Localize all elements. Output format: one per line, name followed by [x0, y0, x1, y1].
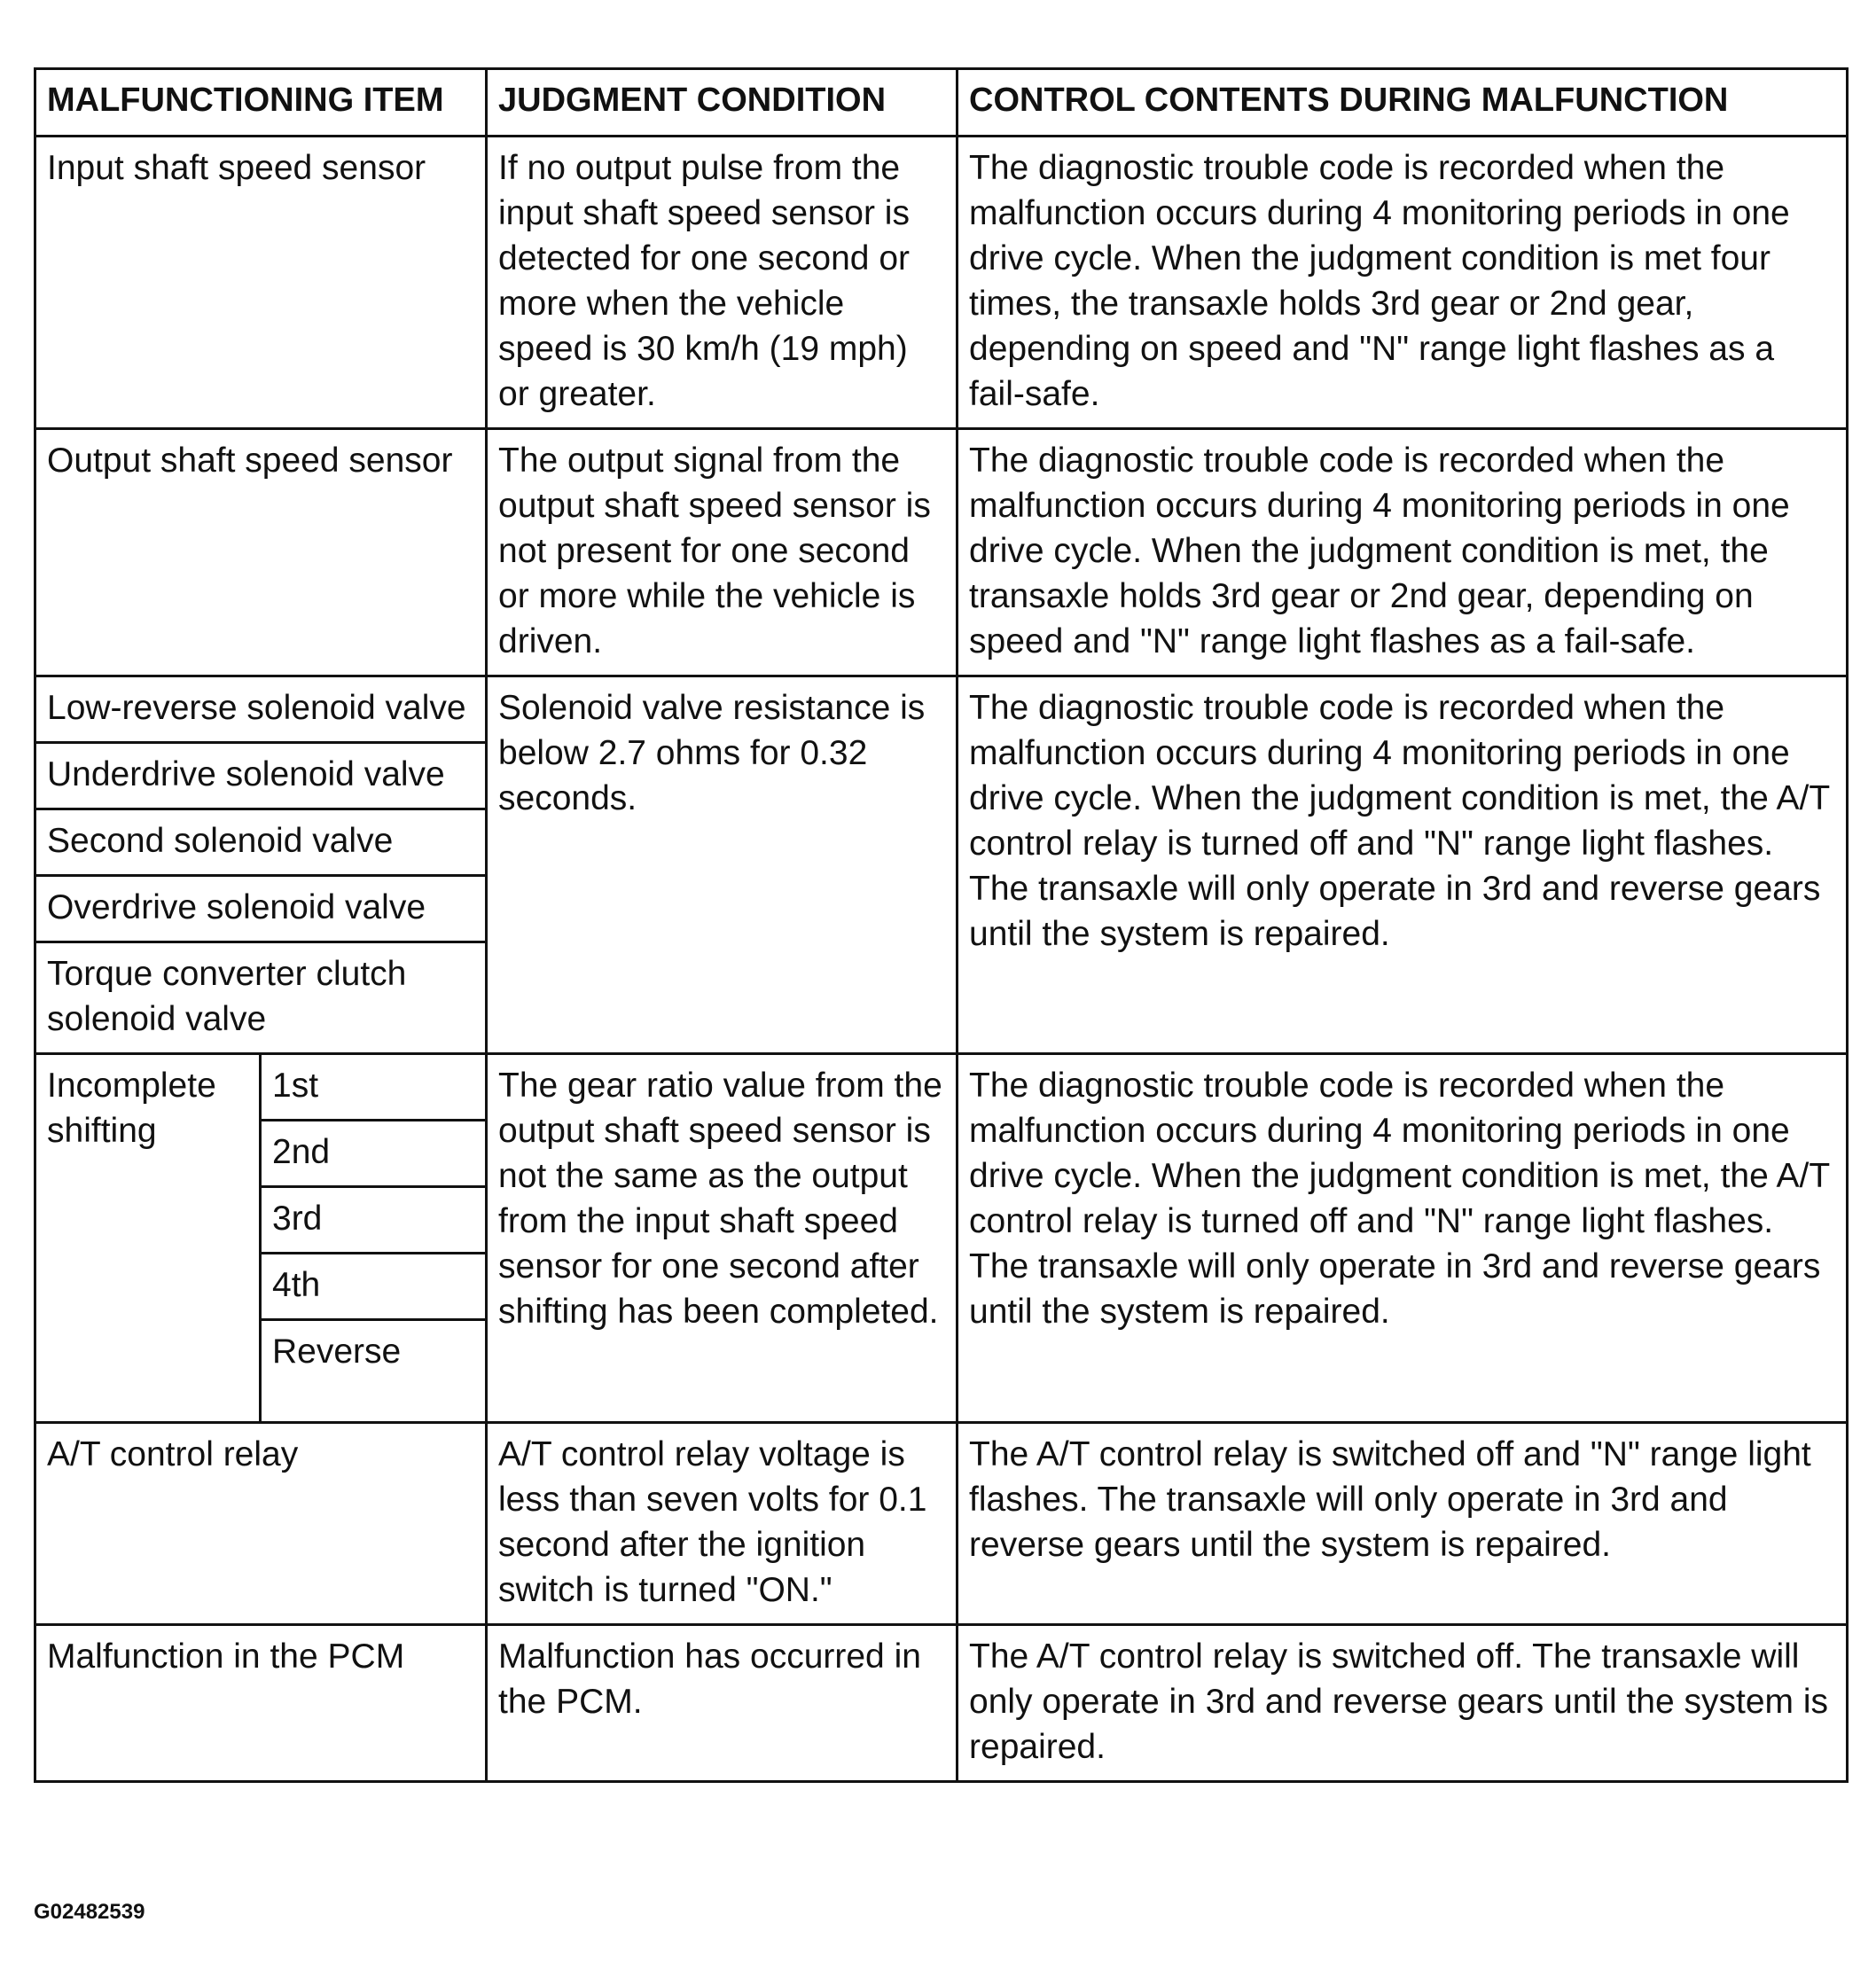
table-row [35, 1054, 1848, 1121]
judgment-cell: The gear ratio value from the output shaft speed sensor is not the same as the output from the input shaft speed sensor for one second after shifting has been completed. [487, 1054, 958, 1423]
item-cell: Torque converter clutch solenoid valve [35, 942, 487, 1054]
header-malfunctioning-item: MALFUNCTIONING ITEM [35, 69, 487, 137]
header-control-contents: CONTROL CONTENTS DURING MALFUNCTION [958, 69, 1848, 137]
item-cell: Input shaft speed sensor [35, 137, 487, 429]
control-cell: The A/T control relay is switched off and "N" range light flashes. The transaxle will only operate in 3rd and reverse gears until the system is repaired. [958, 1423, 1848, 1625]
gear-cell: Reverse [261, 1320, 487, 1423]
table-row [35, 1423, 1848, 1625]
header-judgment-condition: JUDGMENT CONDITION [487, 69, 958, 137]
item-cell: Malfunction in the PCM [35, 1625, 487, 1782]
table-row [35, 1625, 1848, 1782]
table-row [35, 137, 1848, 429]
gear-cell: 4th [261, 1254, 487, 1320]
control-cell: The diagnostic trouble code is recorded when the malfunction occurs during 4 monitoring periods in one drive cycle. When the judgment condition is met, the A/T control relay is turned off and "N" range light flashes. The transaxle will only operate in 3rd and reverse gears until the system is repaired. [958, 1054, 1848, 1423]
item-cell: Output shaft speed sensor [35, 429, 487, 676]
table-row [35, 429, 1848, 676]
judgment-cell: A/T control relay voltage is less than seven volts for 0.1 second after the ignition switch is turned "ON." [487, 1423, 958, 1625]
control-cell: The diagnostic trouble code is recorded when the malfunction occurs during 4 monitoring periods in one drive cycle. When the judgment condition is met four times, the transaxle holds 3rd gear or 2nd gear, depending on speed and "N" range light flashes as a fail-safe. [958, 137, 1848, 429]
item-cell: Incomplete shifting [35, 1054, 261, 1423]
item-cell: Low-reverse solenoid valve [35, 676, 487, 743]
judgment-cell: Malfunction has occurred in the PCM. [487, 1625, 958, 1782]
gear-cell: 1st [261, 1054, 487, 1121]
control-cell: The diagnostic trouble code is recorded when the malfunction occurs during 4 monitoring periods in one drive cycle. When the judgment condition is met, the A/T control relay is turned off and "N" range light flashes. The transaxle will only operate in 3rd and reverse gears until the system is repaired. [958, 676, 1848, 1054]
item-cell: Second solenoid valve [35, 809, 487, 876]
item-cell: Overdrive solenoid valve [35, 876, 487, 942]
item-cell: A/T control relay [35, 1423, 487, 1625]
fail-safe-table [34, 67, 1849, 1783]
control-cell: The A/T control relay is switched off. The transaxle will only operate in 3rd and reverse gears until the system is repaired. [958, 1625, 1848, 1782]
gear-cell: 3rd [261, 1187, 487, 1254]
judgment-cell: Solenoid valve resistance is below 2.7 ohms for 0.32 seconds. [487, 676, 958, 1054]
judgment-cell: The output signal from the output shaft speed sensor is not present for one second or more while the vehicle is driven. [487, 429, 958, 676]
control-cell: The diagnostic trouble code is recorded when the malfunction occurs during 4 monitoring periods in one drive cycle. When the judgment condition is met, the transaxle holds 3rd gear or 2nd gear, depending on speed and "N" range light flashes as a fail-safe. [958, 429, 1848, 676]
judgment-cell: If no output pulse from the input shaft speed sensor is detected for one second or more when the vehicle speed is 30 km/h (19 mph) or greater. [487, 137, 958, 429]
table-row [35, 676, 1848, 743]
gear-cell: 2nd [261, 1121, 487, 1187]
figure-code: G02482539 [34, 1900, 145, 1924]
header-row [35, 69, 1848, 137]
item-cell: Underdrive solenoid valve [35, 743, 487, 809]
